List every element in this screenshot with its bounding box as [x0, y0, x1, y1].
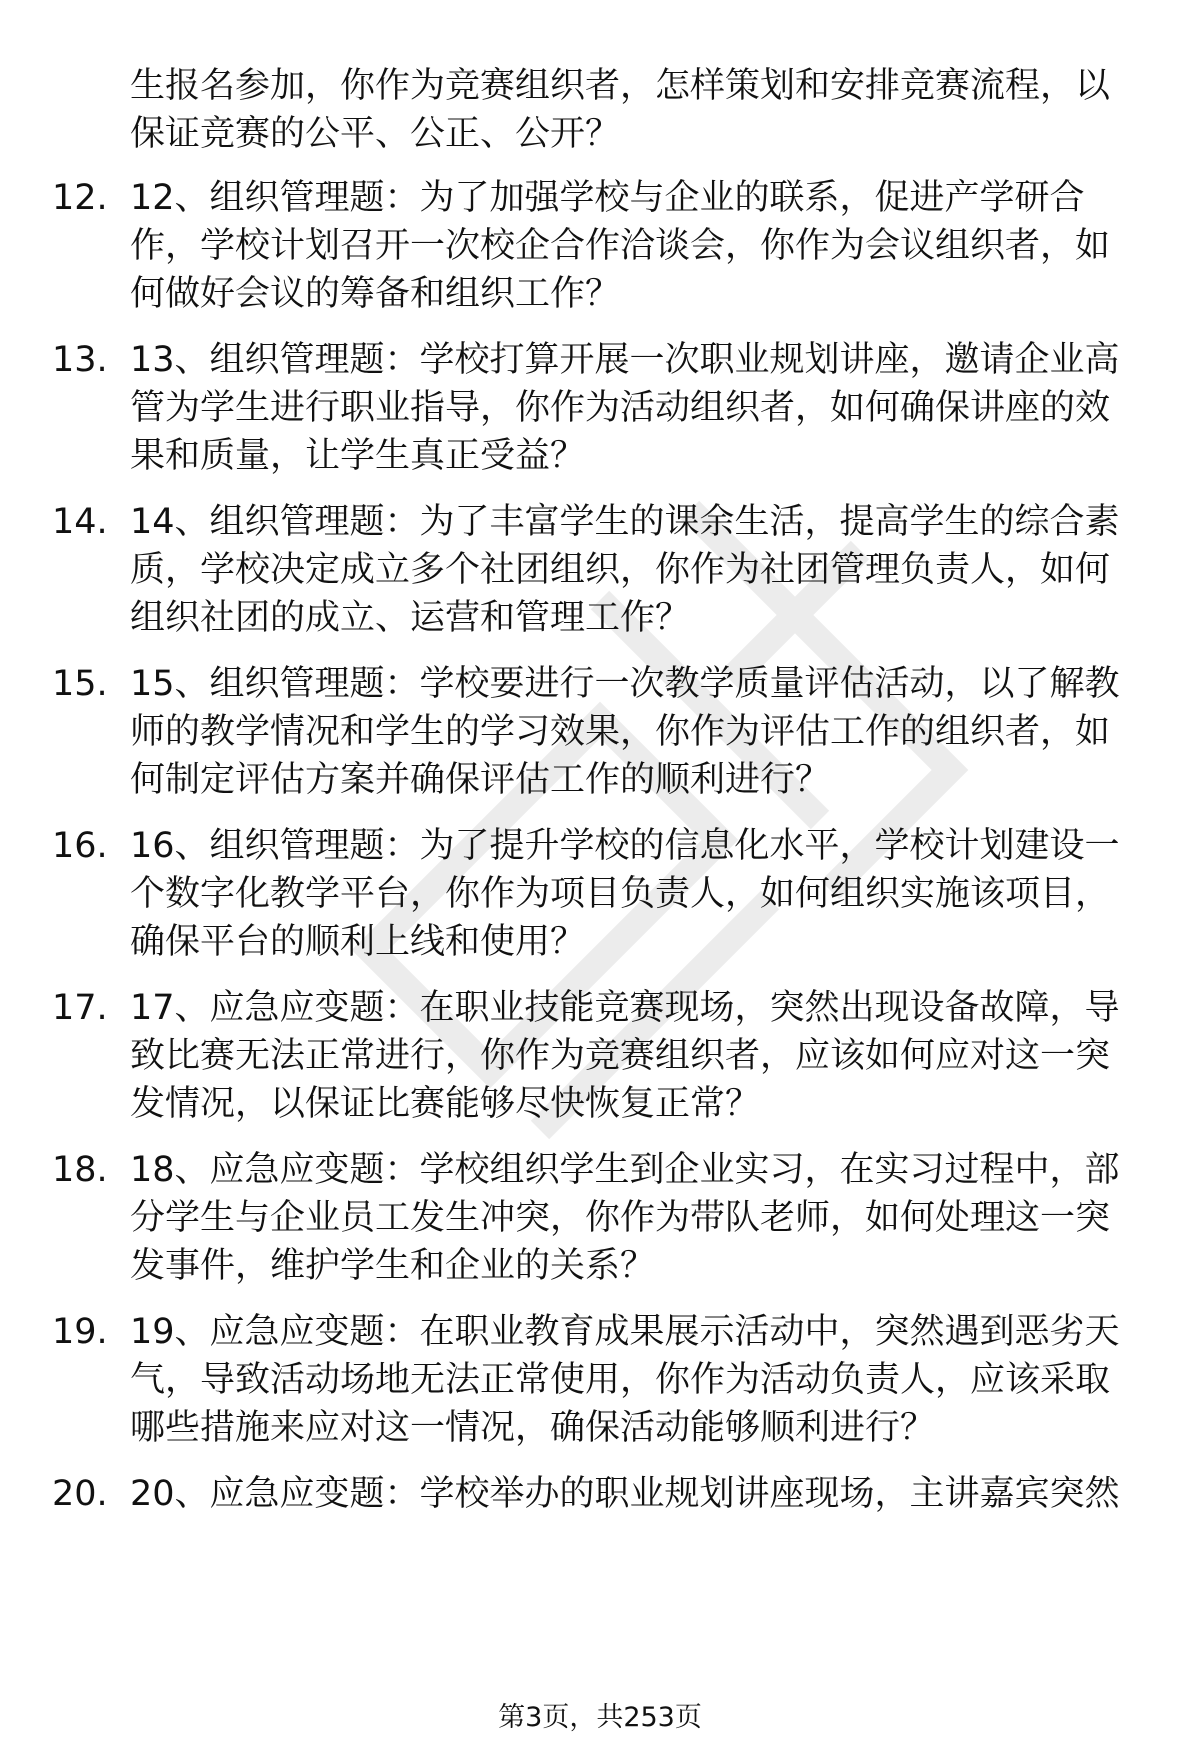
item-line: 14、组织管理题：为了丰富学生的课余生活，提高学生的综合素	[130, 502, 1120, 542]
item-line: 18、应急应变题：学校组织学生到企业实习，在实习过程中，部	[130, 1150, 1120, 1190]
item-number: 18.	[52, 1150, 108, 1190]
page-footer: 第3页，共253页	[498, 1702, 702, 1733]
item-line: 作，学校计划召开一次校企合作洽谈会，你作为会议组织者，如	[130, 226, 1111, 266]
continuation-line: 保证竞赛的公平、公正、公开？	[130, 114, 621, 154]
item-line: 发情况，以保证比赛能够尽快恢复正常？	[130, 1084, 761, 1124]
item-text	[130, 498, 1140, 642]
item-text	[130, 822, 1140, 966]
item-line: 组织社团的成立、运营和管理工作？	[130, 598, 691, 638]
item-text	[130, 1470, 1140, 1518]
item-line: 个数字化教学平台，你作为项目负责人，如何组织实施该项目，	[130, 874, 1111, 914]
item-line: 分学生与企业员工发生冲突，你作为带队老师，如何处理这一突	[130, 1198, 1111, 1238]
item-text	[130, 660, 1140, 804]
item-line: 致比赛无法正常进行，你作为竞赛组织者，应该如何应对这一突	[130, 1036, 1111, 1076]
item-line: 12、组织管理题：为了加强学校与企业的联系，促进产学研合	[130, 178, 1085, 218]
item-number: 13.	[52, 340, 108, 380]
item-line: 16、组织管理题：为了提升学校的信息化水平，学校计划建设一	[130, 826, 1120, 866]
item-line: 17、应急应变题：在职业技能竞赛现场，突然出现设备故障，导	[130, 988, 1120, 1028]
item-number: 17.	[52, 988, 108, 1028]
item-line: 质，学校决定成立多个社团组织，你作为社团管理负责人，如何	[130, 550, 1111, 590]
item-line: 15、组织管理题：学校要进行一次教学质量评估活动，以了解教	[130, 664, 1120, 704]
item-text	[130, 1308, 1140, 1452]
item-line: 何制定评估方案并确保评估工作的顺利进行？	[130, 760, 831, 800]
item-line: 确保平台的顺利上线和使用？	[130, 922, 586, 962]
item-text	[130, 984, 1140, 1128]
item-line: 师的教学情况和学生的学习效果，你作为评估工作的组织者，如	[130, 712, 1111, 752]
item-line: 13、组织管理题：学校打算开展一次职业规划讲座，邀请企业高	[130, 340, 1120, 380]
continuation-text	[130, 62, 1140, 158]
item-line: 20、应急应变题：学校举办的职业规划讲座现场，主讲嘉宾突然	[130, 1474, 1120, 1514]
item-line: 气，导致活动场地无法正常使用，你作为活动负责人，应该采取	[130, 1360, 1111, 1400]
item-text	[130, 174, 1140, 318]
item-line: 果和质量，让学生真正受益？	[130, 436, 586, 476]
continuation-line: 生报名参加，你作为竞赛组织者，怎样策划和安排竞赛流程，以	[130, 66, 1111, 106]
item-number: 15.	[52, 664, 108, 704]
item-text	[130, 1146, 1140, 1290]
item-number: 20.	[52, 1474, 108, 1514]
item-line: 何做好会议的筹备和组织工作？	[130, 274, 621, 314]
item-text	[130, 336, 1140, 480]
item-line: 发事件，维护学生和企业的关系？	[130, 1246, 656, 1286]
item-number: 16.	[52, 826, 108, 866]
item-line: 19、应急应变题：在职业教育成果展示活动中，突然遇到恶劣天	[130, 1312, 1120, 1352]
item-number: 19.	[52, 1312, 108, 1352]
item-number: 14.	[52, 502, 108, 542]
item-number: 12.	[52, 178, 108, 218]
item-line: 管为学生进行职业指导，你作为活动组织者，如何确保讲座的效	[130, 388, 1111, 428]
item-line: 哪些措施来应对这一情况，确保活动能够顺利进行？	[130, 1408, 936, 1448]
